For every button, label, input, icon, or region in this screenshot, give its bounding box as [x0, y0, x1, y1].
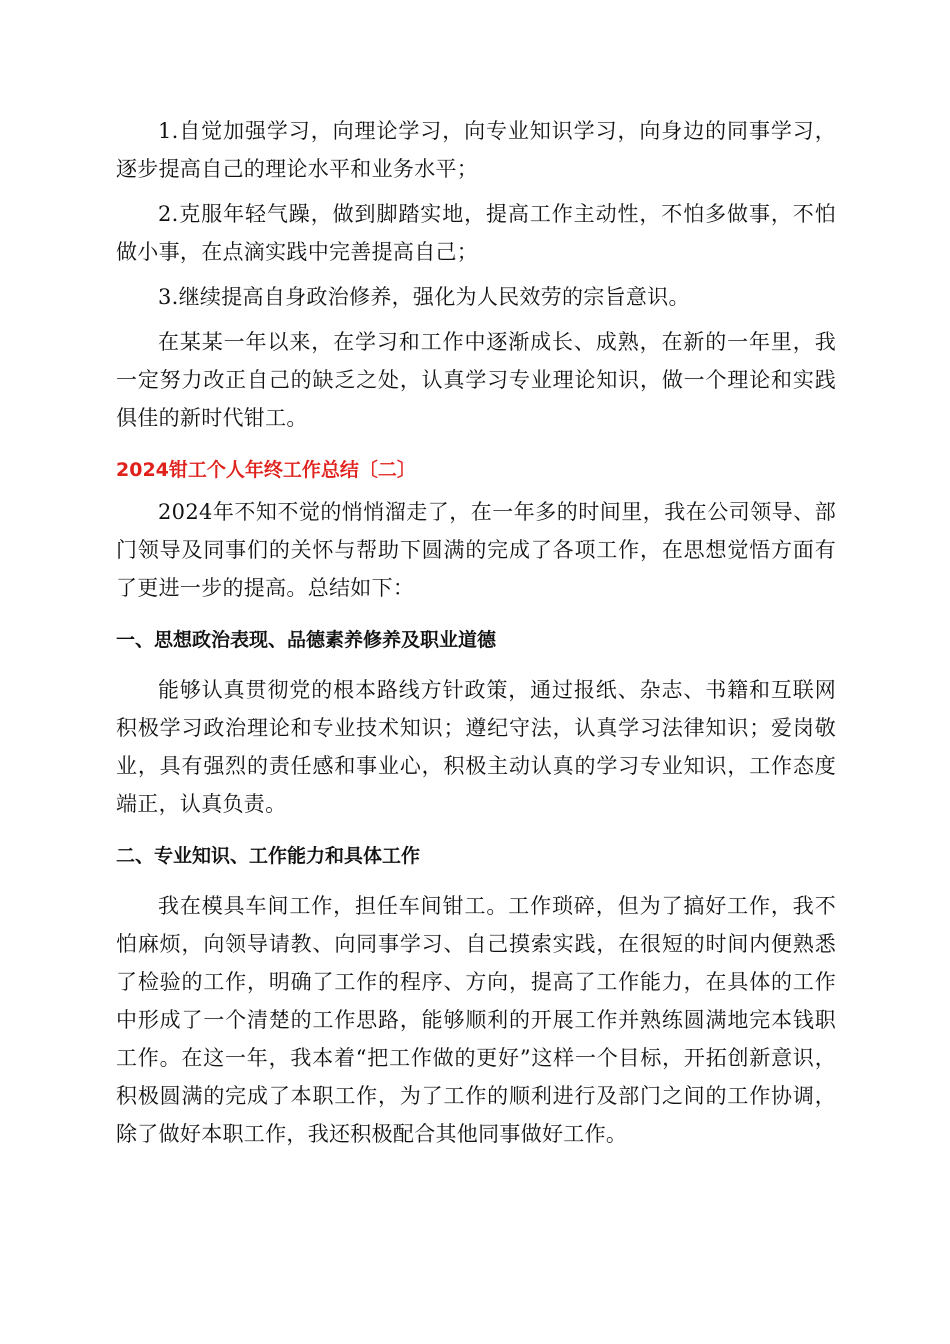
heading-political: 一、思想政治表现、品德素养修养及职业道德: [116, 629, 497, 651]
body-political: 能够认真贯彻党的根本路线方针政策，通过报纸、杂志、书籍和互联网积极学习政治理论和专业技术知识；遵纪守法，认真学习法律知识；爱岗敬业，具有强烈的责任感和事业心，积极主动认真的学习专业知识，工作态度端正，认真负责。: [116, 678, 836, 816]
section-title: 2024钳工个人年终工作总结〔二〕: [116, 459, 416, 481]
closing-paragraph: 在某某一年以来，在学习和工作中逐渐成长、成熟，在新的一年里，我一定努力改正自己的缺乏之处，认真学习专业理论知识，做一个理论和实践俱佳的新时代钳工。: [116, 330, 836, 430]
body-professional: 我在模具车间工作，担任车间钳工。工作琐碎，但为了搞好工作，我不怕麻烦，向领导请教、向同事学习、自己摸索实践，在很短的时间内便熟悉了检验的工作，明确了工作的程序、方向，提高了工作能力，在具体的工作中形成了一个清楚的工作思路，能够顺利的开展工作并熟练圆满地完本钱职工作。在这一年，我本着“把工作做的更好”这样一个目标，开拓创新意识，积极圆满的完成了本职工作，为了工作的顺利进行及部门之间的工作协调，除了做好本职工作，我还积极配合其他同事做好工作。: [116, 894, 836, 1146]
intro-paragraph: 2024年不知不觉的悄悄溜走了，在一年多的时间里，我在公司领导、部门领导及同事们的关怀与帮助下圆满的完成了各项工作，在思想觉悟方面有了更进一步的提高。总结如下：: [116, 500, 836, 600]
list-item-1: 1.自觉加强学习，向理论学习，向专业知识学习，向身边的同事学习，逐步提高自己的理论水平和业务水平；: [116, 119, 836, 181]
document-body: [116, 112, 836, 1160]
list-item-3: 3.继续提高自身政治修养，强化为人民效劳的宗旨意识。: [158, 285, 690, 309]
heading-professional: 二、专业知识、工作能力和具体工作: [116, 845, 421, 867]
list-item-2: 2.克服年轻气躁，做到脚踏实地，提高工作主动性，不怕多做事，不怕做小事，在点滴实践中完善提高自己；: [116, 202, 836, 264]
